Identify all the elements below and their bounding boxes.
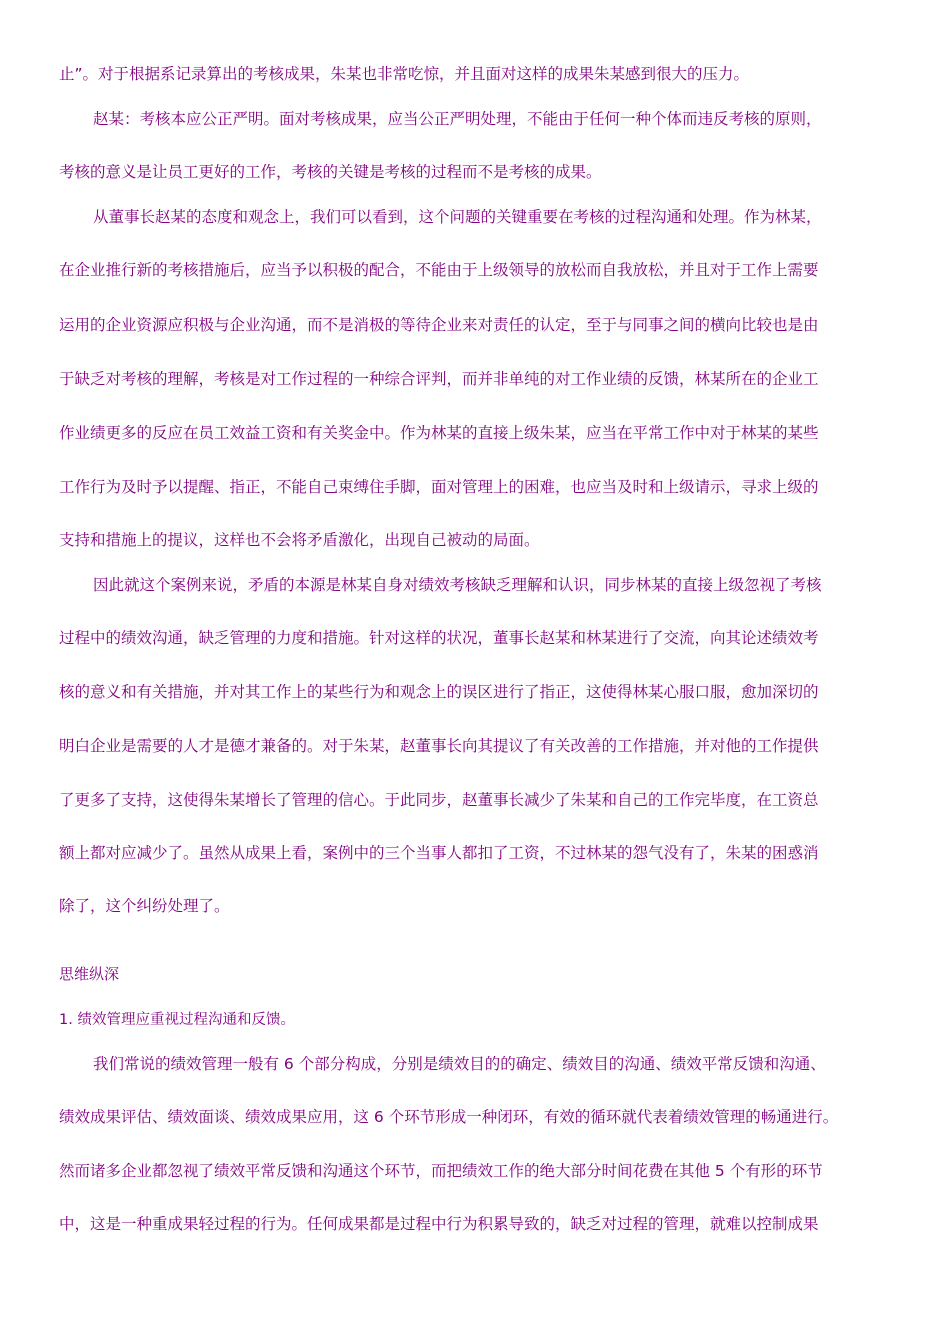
body-line: 然而诸多企业都忽视了绩效平常反馈和沟通这个环节，而把绩效工作的绝大部分时间花费在其他 5 个有形的环节 bbox=[59, 1162, 823, 1180]
body-line: 我们常说的绩效管理一般有 6 个部分构成，分别是绩效目的的确定、绩效目的沟通、绩效平常反馈和沟通、 bbox=[93, 1055, 826, 1073]
body-line: 工作行为及时予以提醒、指正，不能自己束缚住手脚，面对管理上的困难，也应当及时和上级请示，寻求上级的 bbox=[59, 478, 819, 496]
body-line: 了更多了支持，这使得朱某增长了管理的信心。于此同步，赵董事长减少了朱某和自己的工作完毕度，在工资总 bbox=[59, 791, 819, 809]
body-line: 在企业推行新的考核措施后，应当予以积极的配合，不能由于上级领导的放松而自我放松，并且对于工作上需要 bbox=[59, 261, 819, 279]
body-line: 中，这是一种重成果轻过程的行为。任何成果都是过程中行为积累导致的，缺乏对过程的管理，就难以控制成果 bbox=[59, 1215, 819, 1233]
section-heading: 思维纵深 bbox=[59, 965, 120, 983]
body-line: 绩效成果评估、绩效面谈、绩效成果应用，这 6 个环节形成一种闭环，有效的循环就代表着绩效管理的畅通进行。 bbox=[59, 1108, 839, 1126]
body-line: 因此就这个案例来说，矛盾的本源是林某自身对绩效考核缺乏理解和认识，同步林某的直接上级忽视了考核 bbox=[93, 576, 822, 594]
body-line: 额上都对应减少了。虽然从成果上看，案例中的三个当事人都扣了工资，不过林某的怨气没有了，朱某的困惑消 bbox=[59, 844, 819, 862]
numbered-heading: 1. 绩效管理应重视过程沟通和反馈。 bbox=[59, 1012, 295, 1028]
body-line: 赵某：考核本应公正严明。面对考核成果，应当公正严明处理，不能由于任何一种个体而违反考核的原则， bbox=[93, 110, 822, 128]
body-line: 从董事长赵某的态度和观念上，我们可以看到，这个问题的关键重要在考核的过程沟通和处理。作为林某， bbox=[93, 208, 822, 226]
body-line: 支持和措施上的提议，这样也不会将矛盾激化，出现自己被动的局面。 bbox=[59, 531, 540, 549]
body-line: 于缺乏对考核的理解，考核是对工作过程的一种综合评判，而并非单纯的对工作业绩的反馈，林某所在的企业工 bbox=[59, 370, 819, 388]
body-line: 明白企业是需要的人才是德才兼备的。对于朱某，赵董事长向其提议了有关改善的工作措施，并对他的工作提供 bbox=[59, 737, 819, 755]
body-line: 核的意义和有关措施，并对其工作上的某些行为和观念上的误区进行了指正，这使得林某心服口服，愈加深切的 bbox=[59, 683, 819, 701]
body-line: 除了，这个纠纷处理了。 bbox=[59, 897, 230, 915]
body-line: 过程中的绩效沟通，缺乏管理的力度和措施。针对这样的状况，董事长赵某和林某进行了交流，向其论述绩效考 bbox=[59, 629, 819, 647]
body-line: 运用的企业资源应积极与企业沟通，而不是消极的等待企业来对责任的认定，至于与同事之间的横向比较也是由 bbox=[59, 316, 819, 334]
body-line: 考核的意义是让员工更好的工作，考核的关键是考核的过程而不是考核的成果。 bbox=[59, 163, 602, 181]
body-line: 止”。对于根据系记录算出的考核成果，朱某也非常吃惊，并且面对这样的成果朱某感到很大的压力。 bbox=[59, 65, 750, 83]
body-line: 作业绩更多的反应在员工效益工资和有关奖金中。作为林某的直接上级朱某，应当在平常工作中对于林某的某些 bbox=[59, 424, 819, 442]
